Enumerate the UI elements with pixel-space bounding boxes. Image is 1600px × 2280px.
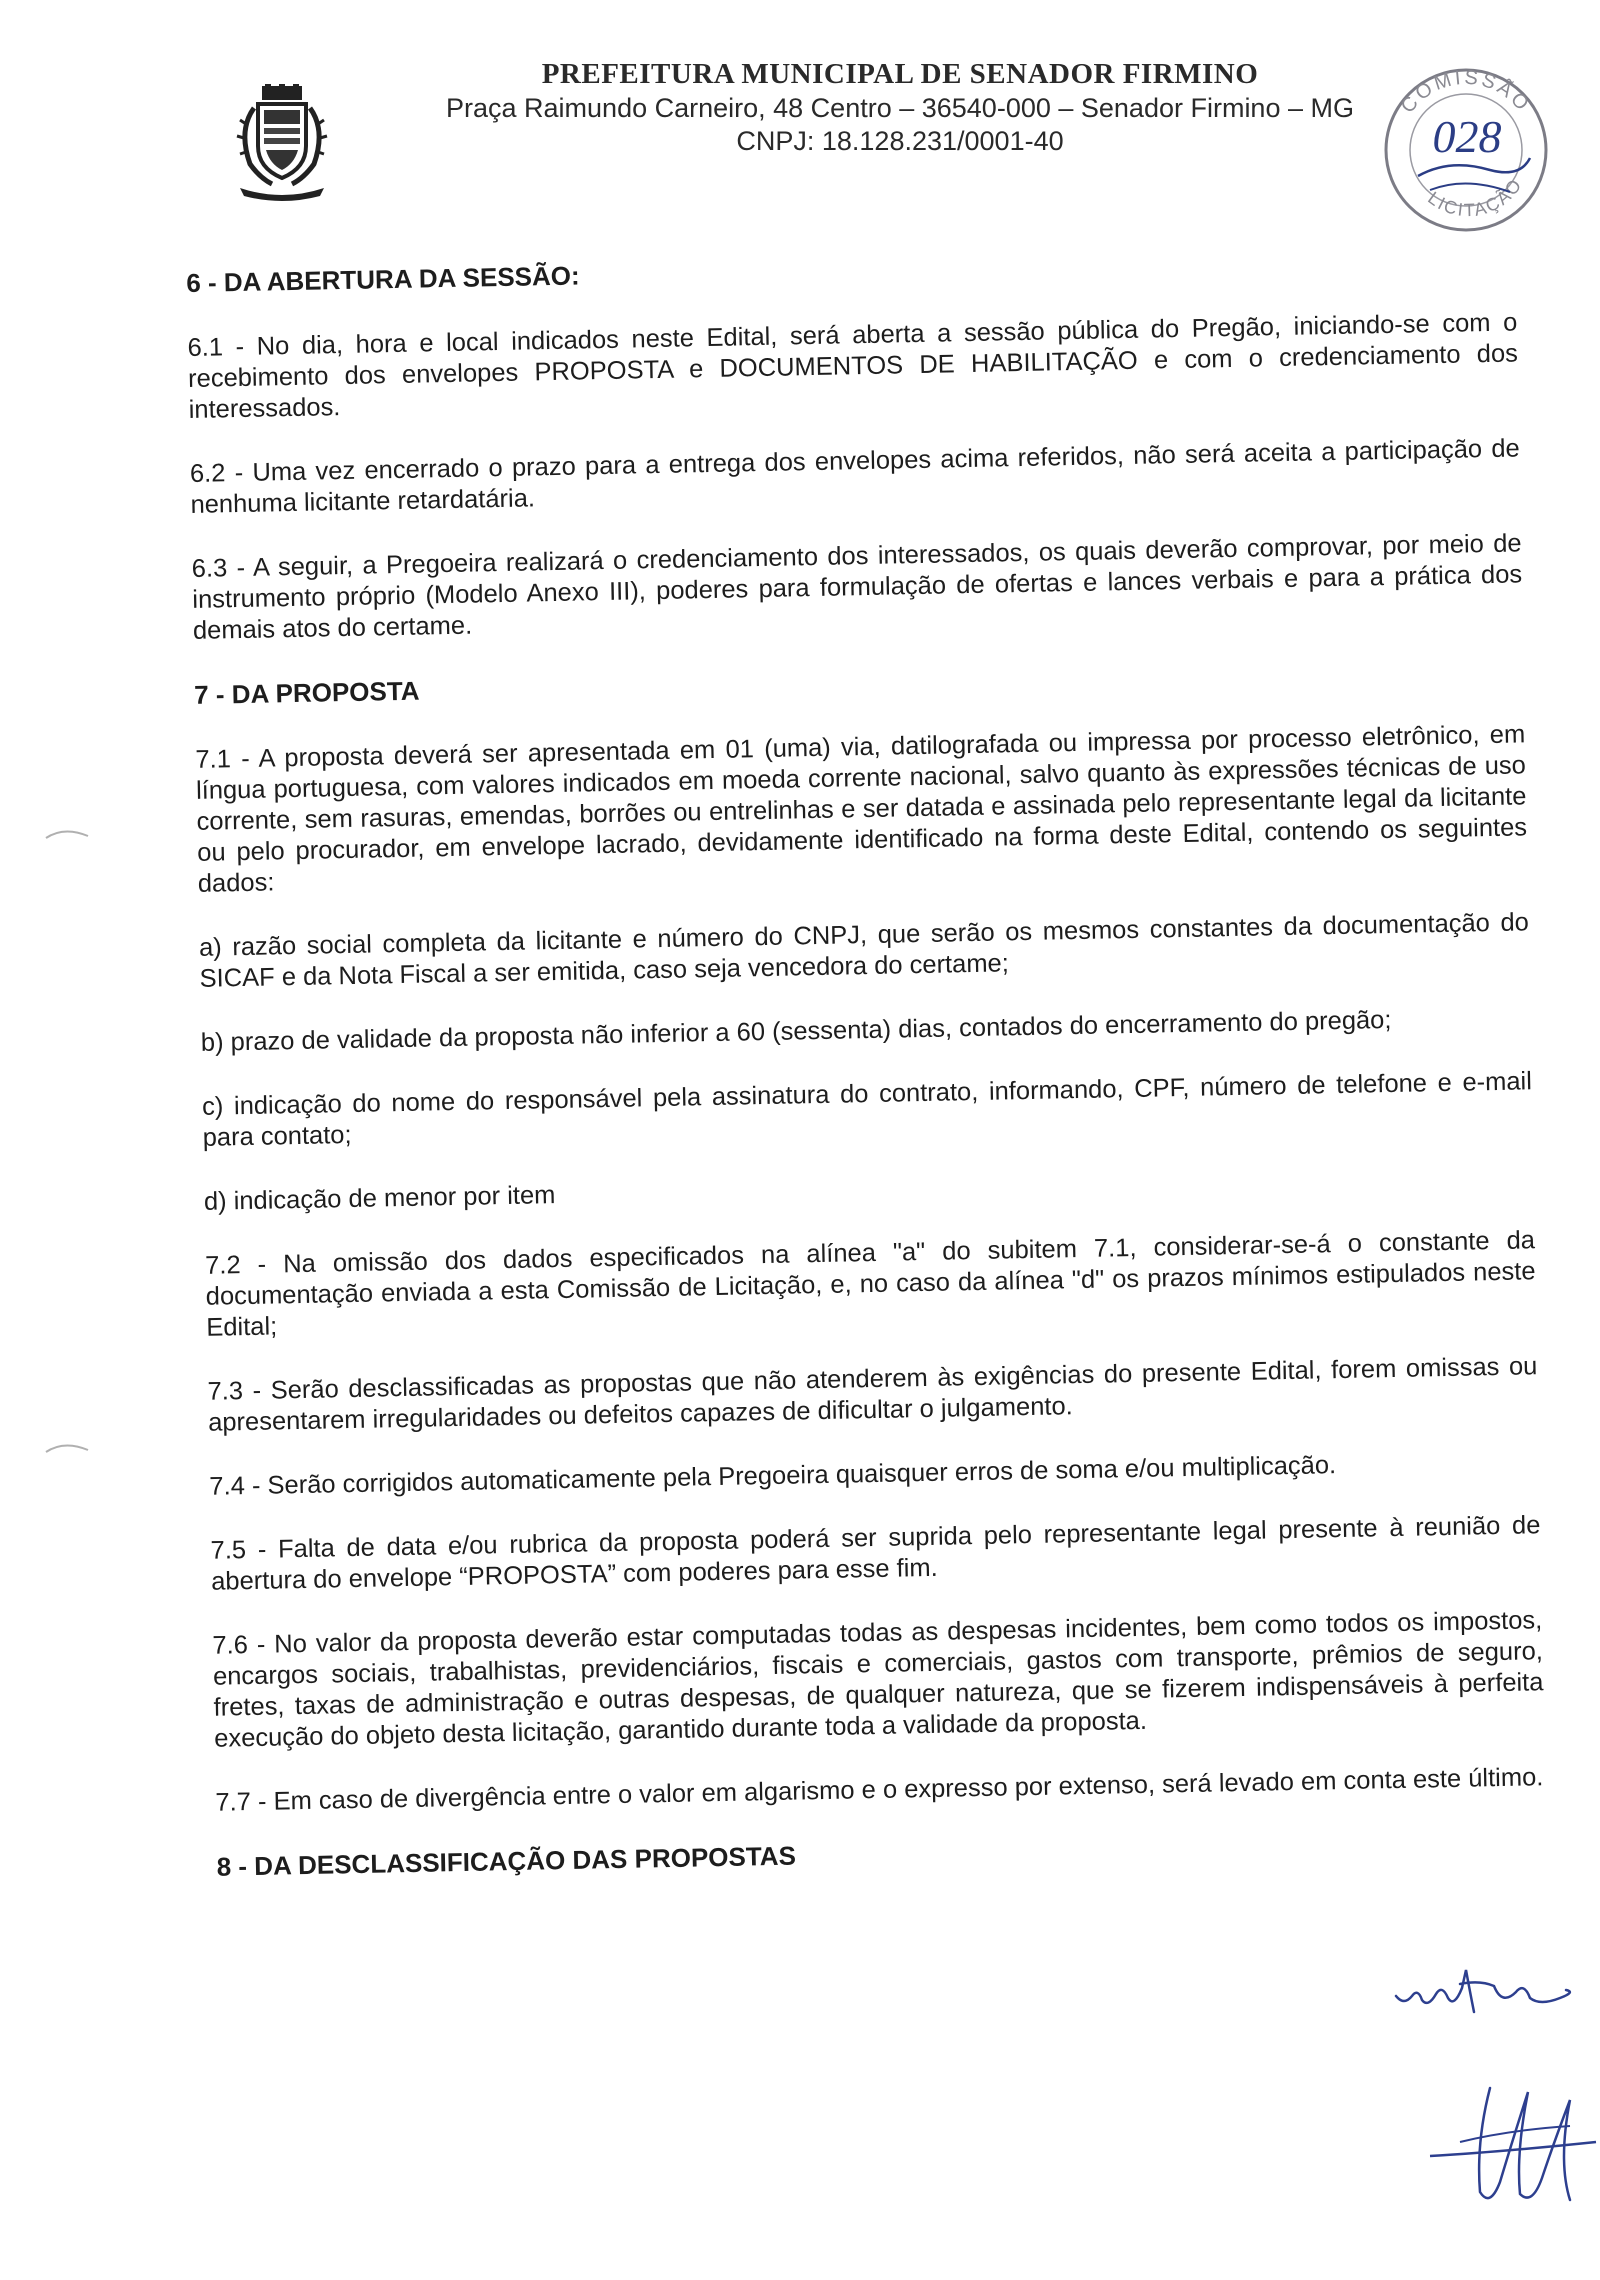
margin-mark-icon xyxy=(44,826,90,840)
letterhead-address: Praça Raimundo Carneiro, 48 Centro – 36540-000 – Senador Firmino – MG xyxy=(446,93,1354,123)
paragraph: b) prazo de validade da proposta não inferior a 60 (sessenta) dias, contados do encerramento do pregão; xyxy=(200,1006,1392,1057)
section-heading: 7 - DA PROPOSTA xyxy=(193,675,420,710)
paragraph: 6.3 - A seguir, a Pregoeira realizará o credenciamento dos interessados, os quais deverão comprovar, por meio de instrumento próprio (Modelo Anexo III), poderes para formulação de ofertas e lances verbais e para a prática dos demais atos do certame. xyxy=(191,529,1523,645)
letterhead xyxy=(420,58,1380,157)
stamp-handwritten-number: 028 xyxy=(1432,111,1502,162)
stamp-top-text: COMISSÃO xyxy=(1396,66,1535,118)
letterhead-title: PREFEITURA MUNICIPAL DE SENADOR FIRMINO xyxy=(541,58,1259,90)
paragraph: 7.2 - Na omissão dos dados especificados na alínea "a" do subitem 7.1, considerar-se-á o constante da documentação enviada a esta Comissão de Licitação, e, no caso da alínea "d" os prazos mínimos estipulados neste Edital; xyxy=(204,1226,1536,1342)
document-body xyxy=(186,242,1547,1916)
paragraph: a) razão social completa da licitante e número do CNPJ, que serão os mesmos constantes da documentação do SICAF e da Nota Fiscal a ser emitida, caso seja vencedora do certame; xyxy=(198,908,1530,993)
paragraph: 7.5 - Falta de data e/ou rubrica da proposta poderá ser suprida pelo representante legal presente à reunião de abertura do envelope “PROPOSTA” com poderes para esse fim. xyxy=(210,1511,1541,1596)
paragraph: 6.1 - No dia, hora e local indicados neste Edital, será aberta a sessão pública do Pregão, iniciando-se com o recebimento dos envelopes PROPOSTA e DOCUMENTOS DE HABILITAÇÃO e com o credenciamento dos interessados. xyxy=(187,308,1519,424)
svg-text:LICITAÇÃO xyxy=(1424,174,1526,220)
margin-mark-icon xyxy=(44,1440,90,1454)
paragraph: 7.6 - No valor da proposta deverão estar computadas todas as despesas incidentes, bem como todos os impostos, encargos sociais, trabalhistas, previdenciários, fiscais e comerciais, gastos com transporte, prêmios de seguro, fretes, taxas de administração e outras despesas, de qualquer natureza, que se fizerem indispensáveis à perfeita execução do objeto desta licitação, garantido durante toda a validade da proposta. xyxy=(212,1606,1544,1753)
letterhead-cnpj: CNPJ: 18.128.231/0001-40 xyxy=(736,126,1064,156)
handwritten-signature-icon xyxy=(1420,2082,1600,2212)
section-heading: 8 - DA DESCLASSIFICAÇÃO DAS PROPOSTAS xyxy=(216,1840,797,1882)
commission-stamp xyxy=(1370,58,1560,238)
handwritten-rubric-icon xyxy=(1390,1962,1580,2022)
paragraph: 7.7 - Em caso de divergência entre o valor em algarismo e o expresso por extenso, será levado em conta este último. xyxy=(215,1763,1544,1817)
paragraph: 6.2 - Uma vez encerrado o prazo para a entrega dos envelopes acima referidos, não será aceita a participação de nenhuma licitante retardatária. xyxy=(189,434,1520,519)
paragraph: 7.4 - Serão corrigidos automaticamente pela Pregoeira quaisquer erros de soma e/ou multiplicação. xyxy=(209,1451,1337,1501)
paragraph: 7.1 - A proposta deverá ser apresentada em 01 (uma) via, datilografada ou impressa por processo eletrônico, em língua portuguesa, com valores indicados em moeda corrente nacional, salvo quanto às expressões técnicas de uso corrente, sem rasuras, emendas, borrões ou entrelinhas e ser datada e assinada pelo representante legal da licitante ou pelo procurador, em envelope lacrado, devidamente identificado na forma deste Edital, contendo os seguintes dados: xyxy=(195,720,1528,898)
stamp-bottom-text: LICITAÇÃO xyxy=(1424,174,1527,221)
paragraph: d) indicação de menor por item xyxy=(203,1181,556,1216)
section-heading: 6 - DA ABERTURA DA SESSÃO: xyxy=(186,260,580,298)
municipal-crest-icon xyxy=(232,84,332,202)
paragraph: c) indicação do nome do responsável pela assinatura do contrato, informando, CPF, número de telefone e e-mail para contato; xyxy=(201,1067,1533,1152)
paragraph: 7.3 - Serão desclassificadas as propostas que não atenderem às exigências do presente Edital, forem omissas ou apresentarem irregularidades ou defeitos capazes de dificultar o julgamento. xyxy=(207,1352,1538,1437)
